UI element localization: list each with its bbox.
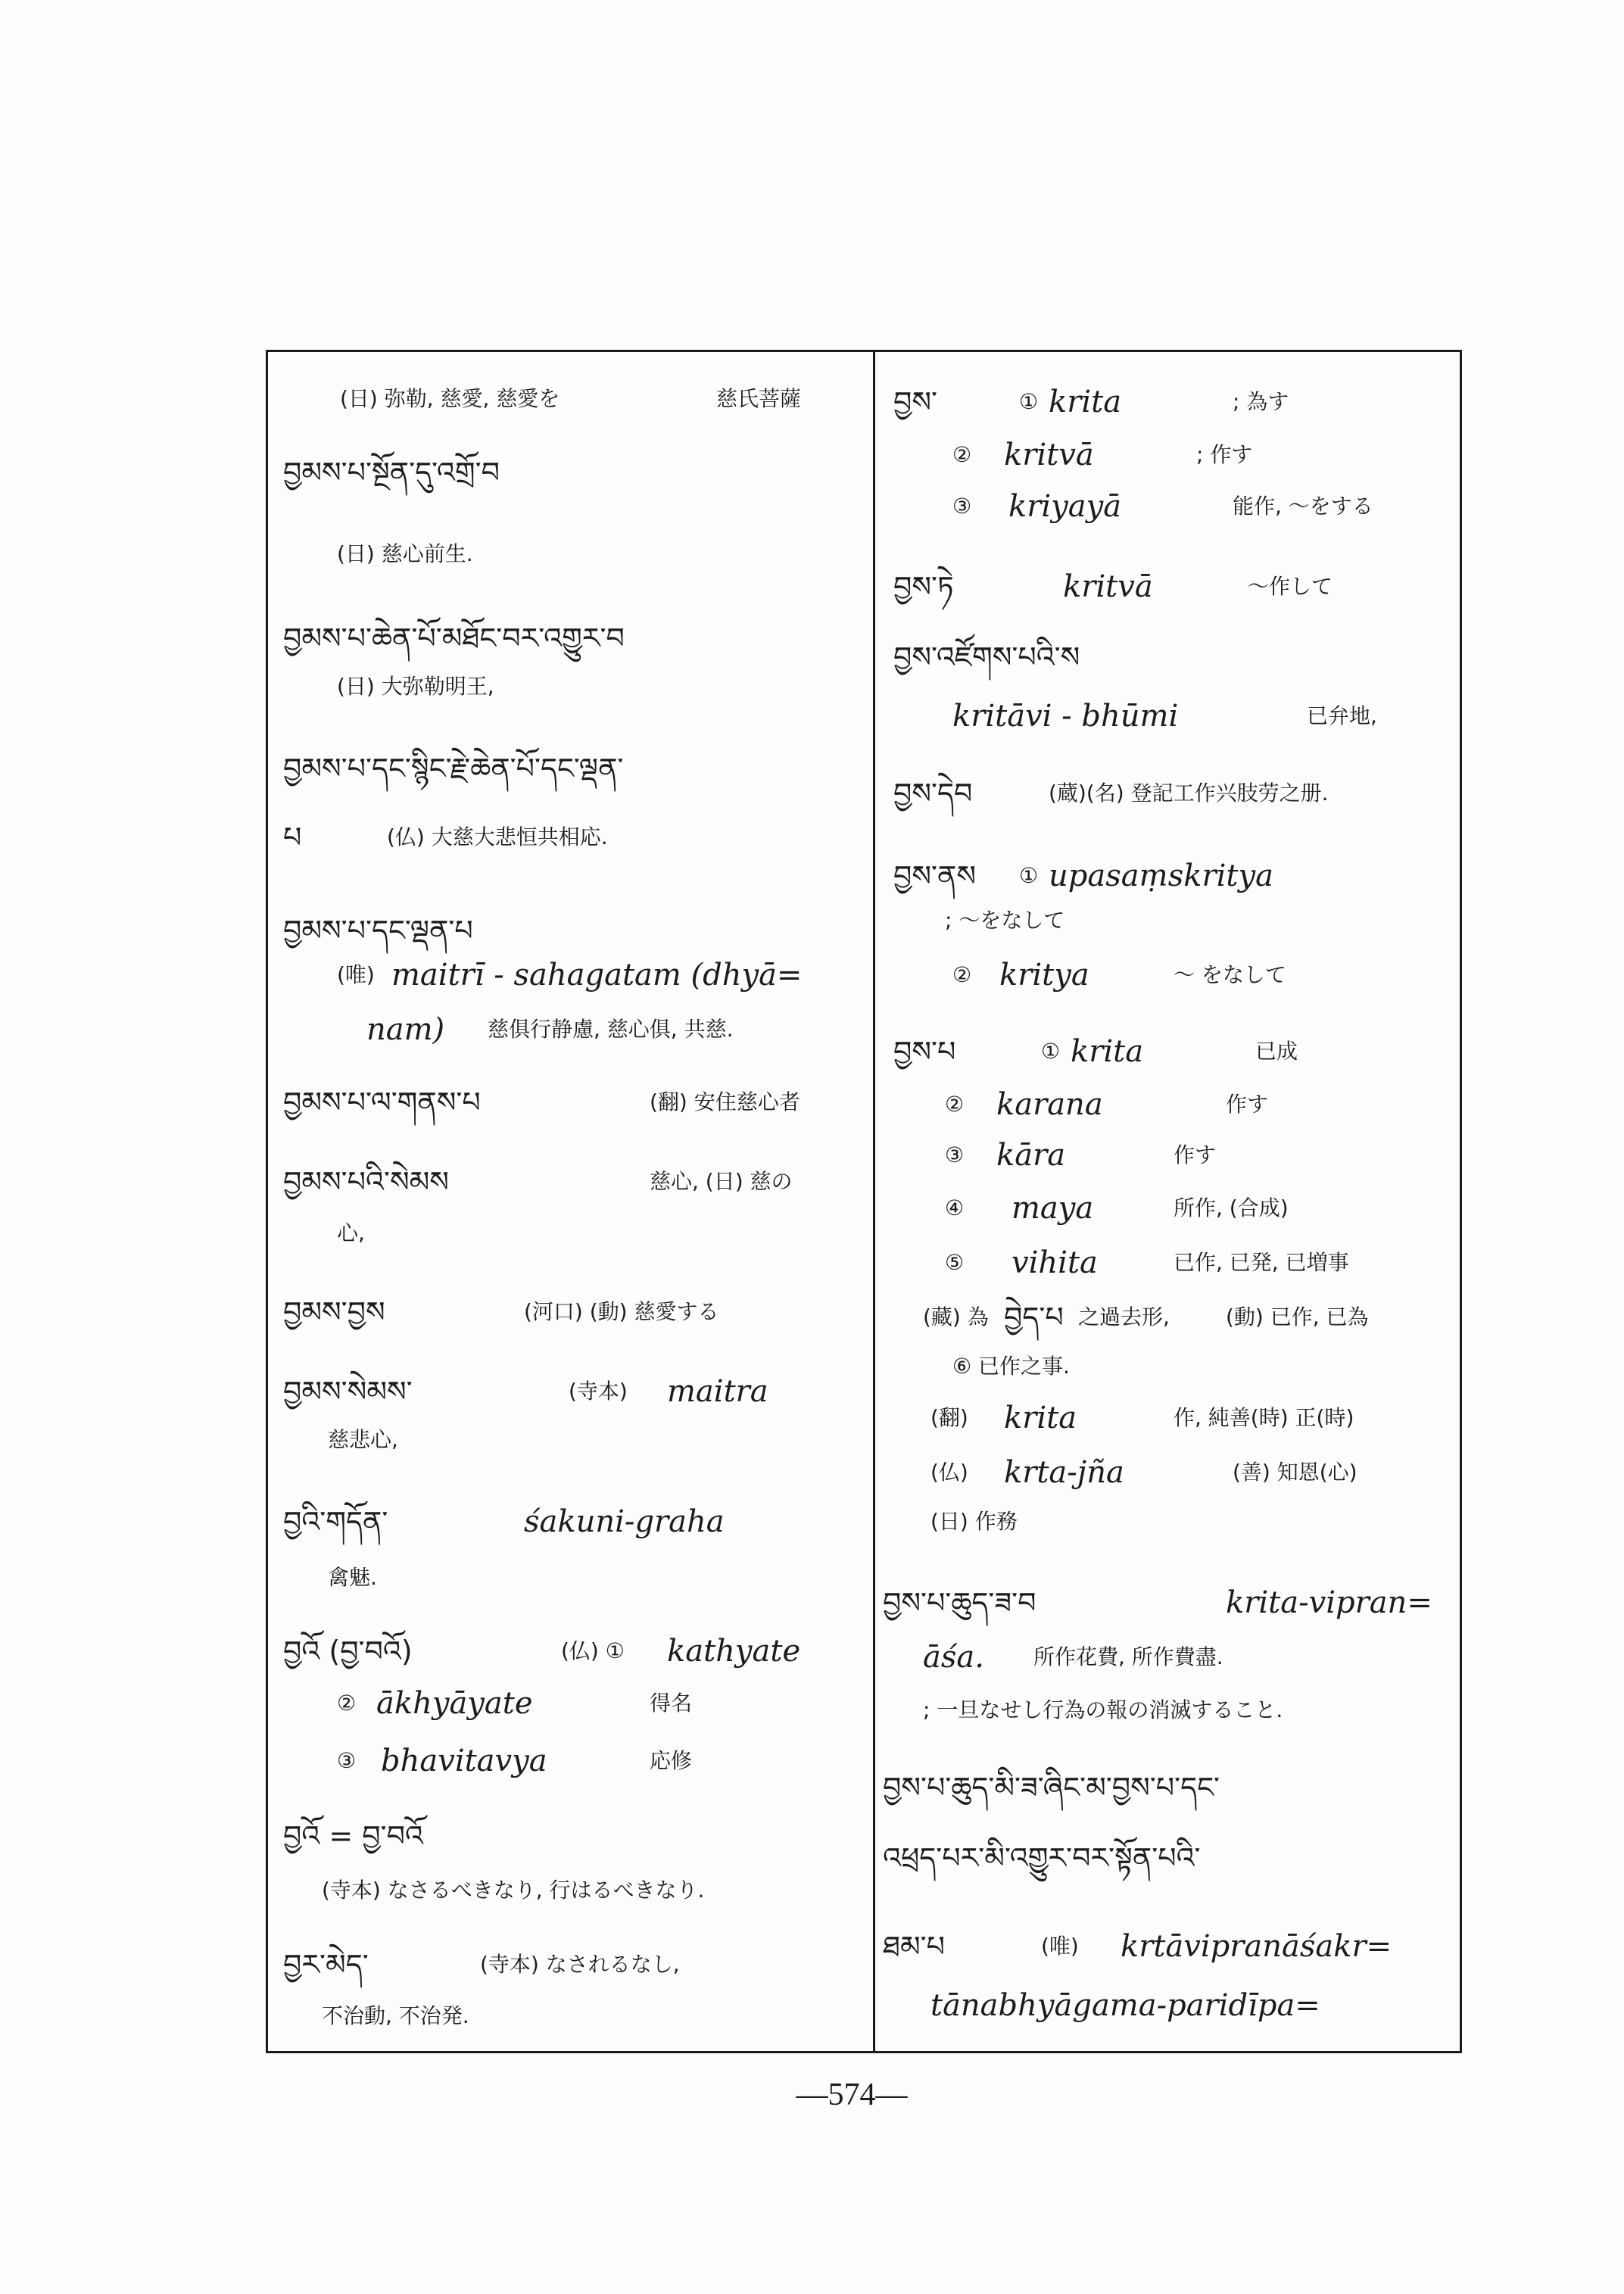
sanskrit-term: krta-jña — [1004, 1455, 1124, 1490]
gloss-text: (唯) — [337, 962, 375, 987]
gloss-text: 不治動, 不治発. — [322, 2003, 469, 2028]
sanskrit-term: krita — [1004, 1401, 1077, 1435]
gloss-text: 之過去形, — [1078, 1304, 1170, 1329]
gloss-text: 慈俱行静慮, 慈心俱, 共慈. — [488, 1017, 734, 1042]
sanskrit-term: kritvā — [1004, 438, 1094, 472]
sanskrit-term: maitrī - sahagatam (dhyā= — [391, 958, 803, 993]
gloss-text: ② — [952, 442, 972, 467]
tibetan-headword: བྱའོ (བྱ་བའོ) — [283, 1635, 413, 1668]
sanskrit-term: nam) — [366, 1012, 445, 1047]
tibetan-headword: བྱམས་པ་ལ་གནས་པ — [283, 1086, 481, 1119]
tibetan-headword: བྱས་འཛོགས་པའི་ས — [893, 641, 1080, 674]
gloss-text: 作す — [1226, 1092, 1269, 1117]
gloss-text: 慈氏菩薩 — [716, 386, 802, 411]
entry-line — [0, 1395, 1624, 1441]
page-number: —574— — [796, 2077, 908, 2112]
gloss-text: (仏) 大慈大悲恒共相応. — [387, 824, 608, 849]
gloss-text: 作す — [1174, 1142, 1217, 1167]
sanskrit-term: kritāvi - bhūmi — [952, 699, 1179, 734]
entry-line — [0, 1635, 1624, 1680]
tibetan-headword: བྱས་པ་ཆུད་ཟ་བ — [883, 1586, 1036, 1619]
entry-line — [0, 853, 1624, 899]
gloss-text: (寺本) — [569, 1379, 628, 1404]
gloss-text: (日) 大弥勒明王, — [337, 674, 494, 699]
sanskrit-term: upasaṃskritya — [1049, 859, 1273, 893]
entry-line — [0, 771, 1624, 816]
tibetan-headword: ཐམ་པ — [883, 1930, 945, 1963]
gloss-text: 得名 — [650, 1691, 693, 1716]
gloss-text: (河口) (動) 慈愛する — [524, 1299, 719, 1324]
gloss-text: 已作, 已発, 已増事 — [1174, 1250, 1349, 1275]
gloss-text: ② — [952, 962, 972, 987]
entry-line — [0, 1186, 1624, 1231]
gloss-text: 所作, (合成) — [1174, 1195, 1289, 1220]
gloss-text: 所作花費, 所作費盡. — [1033, 1644, 1223, 1669]
entry-line — [0, 952, 1624, 998]
entry-line — [0, 564, 1624, 609]
gloss-text: ③ — [952, 494, 972, 519]
gloss-text: (日) 弥勒, 慈愛, 慈愛を — [340, 386, 560, 411]
sanskrit-term: bhavitavya — [381, 1744, 547, 1778]
gloss-text: (寺本) なされるなし, — [480, 1952, 680, 1977]
tibetan-headword: བྱེད་པ — [1004, 1301, 1064, 1334]
entry-line — [0, 693, 1624, 739]
sanskrit-term: krtāvipranāśakr= — [1121, 1929, 1392, 1964]
entry-line — [0, 1240, 1624, 1286]
gloss-text: ① — [1041, 1039, 1061, 1064]
sanskrit-term: karana — [996, 1087, 1103, 1122]
sanskrit-term: maya — [1011, 1191, 1094, 1226]
tibetan-headword: བྱམས་བྱས — [283, 1295, 385, 1329]
sanskrit-term: śakuni-graha — [524, 1504, 725, 1539]
gloss-text: (動) 已作, 已為 — [1226, 1304, 1369, 1329]
sanskrit-term: kāra — [996, 1138, 1066, 1173]
tibetan-headword: བྱམས་སེམས་ — [283, 1375, 413, 1408]
tibetan-headword: བྱས་ཏེ — [893, 570, 954, 603]
sanskrit-term: kriyayā — [1008, 489, 1122, 524]
gloss-text: ① — [1019, 863, 1039, 888]
tibetan-headword: བྱམས་པ་དང་སྙིང་རྗེ་ཆེན་པོ་དང་ལྡན་ — [283, 752, 624, 785]
entry-line — [0, 432, 1624, 478]
tibetan-headword: བྱས་དེབ — [893, 777, 973, 810]
gloss-text: 能作, 〜をする — [1233, 494, 1373, 519]
tibetan-headword: འཕྲད་པར་མི་འགྱུར་བར་སྟོན་པའི་ — [883, 1841, 1201, 1875]
tibetan-headword: པ — [283, 821, 302, 854]
entry-line — [0, 634, 1624, 680]
gloss-text: 已弁地, — [1307, 703, 1377, 728]
gloss-text: ⑤ — [945, 1250, 965, 1275]
gloss-text: ③ — [945, 1142, 965, 1167]
gloss-text: ④ — [945, 1195, 965, 1220]
entry-line — [0, 1133, 1624, 1178]
entry-line — [0, 1580, 1624, 1625]
sanskrit-term: āśa. — [923, 1640, 984, 1675]
sanskrit-term: vihita — [1011, 1245, 1098, 1280]
gloss-text: ③ — [337, 1748, 357, 1773]
entry-line — [0, 1765, 1624, 1810]
gloss-text: ; 〜をなして — [945, 908, 1065, 933]
gloss-text: (翻) 安住慈心者 — [650, 1089, 800, 1114]
sanskrit-term: krita — [1049, 385, 1122, 419]
sanskrit-term: ākhyāyate — [376, 1686, 533, 1721]
gloss-text: 〜作して — [1248, 574, 1333, 599]
gloss-text: (日) 慈心前生. — [337, 541, 473, 566]
gloss-text: 〜 をなして — [1174, 962, 1286, 987]
entry-line — [0, 1082, 1624, 1127]
gloss-text: (善) 知恩(心) — [1233, 1460, 1357, 1485]
gloss-text: ; 一旦なせし行為の報の消滅すること. — [923, 1697, 1283, 1722]
gloss-text: ⑥ 已作之事. — [952, 1354, 1070, 1379]
tibetan-headword: བྱས་པ་ཆུད་མི་ཟ་ཞིང་མ་བྱས་པ་དང་ — [883, 1771, 1220, 1804]
entry-line — [0, 1450, 1624, 1495]
entry-line — [0, 1499, 1624, 1544]
gloss-text: 已成 — [1255, 1039, 1298, 1064]
gloss-text: 禽魅. — [328, 1565, 377, 1590]
gloss-text: (日) 作務 — [930, 1509, 1018, 1534]
sanskrit-term: kritya — [999, 958, 1089, 993]
entry-line — [0, 1029, 1624, 1074]
gloss-text: 作, 純善(時) 正(時) — [1174, 1405, 1354, 1430]
entry-line — [0, 1295, 1624, 1340]
gloss-text: ; 作す — [1196, 442, 1253, 467]
tibetan-headword: བྱའི་གདོན་ — [283, 1505, 388, 1538]
gloss-text: (仏) — [930, 1460, 968, 1485]
gloss-text: 応修 — [650, 1748, 693, 1773]
entry-line — [0, 1835, 1624, 1881]
gloss-text: (藏) 為 — [923, 1304, 989, 1329]
tibetan-headword: བྱར་མེད་ — [283, 1948, 369, 1981]
gloss-text: 慈心, (日) 慈の — [650, 1169, 793, 1194]
entry-line — [0, 379, 1624, 425]
tibetan-headword: བྱས་ — [893, 385, 937, 419]
entry-line — [0, 1983, 1624, 2028]
gloss-text: (唯) — [1041, 1934, 1079, 1959]
entry-line — [0, 1344, 1624, 1389]
gloss-text: ① — [1019, 389, 1039, 414]
tibetan-headword: བྱམས་པ་དང་ལྡན་པ — [283, 914, 473, 947]
tibetan-headword: བྱམས་པ་ཆེན་པོ་མཐོང་བར་འགྱུར་བ — [283, 622, 625, 655]
gloss-text: 慈悲心, — [328, 1427, 398, 1452]
gloss-text: (蔵)(名) 登記工作兴肢劳之册. — [1049, 781, 1329, 806]
gloss-text: (寺本) なさるべきなり, 行はるべきなり. — [322, 1878, 705, 1903]
entry-line — [0, 898, 1624, 943]
sanskrit-term: maitra — [667, 1374, 768, 1409]
tibetan-headword: བྱམས་པའི་སེམས — [283, 1165, 449, 1198]
gloss-text: (仏) ① — [561, 1638, 625, 1663]
gloss-text: 心, — [337, 1220, 365, 1245]
sanskrit-term: kathyate — [667, 1634, 801, 1669]
entry-line — [0, 1924, 1624, 1969]
gloss-text: ② — [945, 1092, 965, 1117]
sanskrit-term: tānabhyāgama-paridīpa= — [930, 1988, 1320, 2023]
entry-line — [0, 1688, 1624, 1733]
tibetan-headword: བྱམས་པ་སྔོན་དུ་འགྲོ་བ — [283, 456, 500, 489]
entry-line — [0, 484, 1624, 529]
tibetan-headword: བྱས་ནས — [893, 859, 976, 893]
gloss-text: (翻) — [930, 1405, 968, 1430]
tibetan-headword: བྱའོ = བྱ་བའོ — [283, 1819, 423, 1853]
gloss-text: ; 為す — [1233, 389, 1289, 414]
sanskrit-term: krita-vipran= — [1226, 1585, 1432, 1620]
sanskrit-term: krita — [1071, 1034, 1144, 1069]
tibetan-headword: བྱས་པ — [893, 1035, 956, 1068]
sanskrit-term: kritvā — [1063, 569, 1153, 604]
gloss-text: ② — [337, 1691, 357, 1716]
